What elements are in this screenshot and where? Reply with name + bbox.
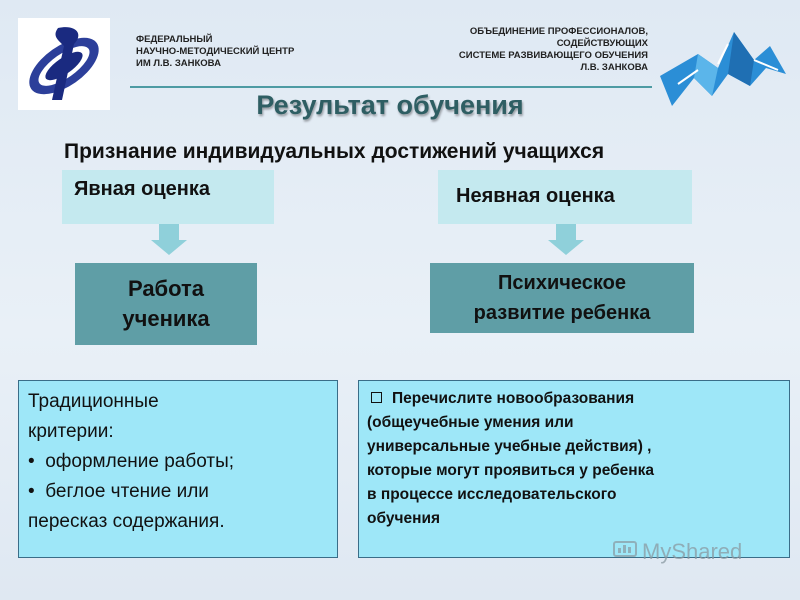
criteria-bullet-item (28, 477, 331, 507)
bullet-icon: • (28, 481, 46, 502)
task-line: которые могут проявиться у ребенка (367, 462, 655, 479)
org-right-line: Л.В. ЗАНКОВА (580, 62, 648, 73)
criteria-bullet-continuation: пересказ содержания. (28, 511, 225, 532)
criteria-heading-line: критерии: (28, 421, 114, 442)
task-line: (общеучебные умения или (367, 414, 574, 431)
org-name-right (459, 26, 648, 74)
org-right-line: ОБЪЕДИНЕНИЕ ПРОФЕССИОНАЛОВ, (469, 26, 648, 37)
student-work-line: Работа (127, 276, 205, 301)
arrow-down-icon (151, 240, 187, 255)
criteria-heading-line: Традиционные (28, 391, 159, 412)
implicit-assessment-label: Неявная оценка (456, 185, 615, 207)
task-line-text: Перечислите новообразования (392, 390, 635, 407)
arrow-stem-right (556, 224, 576, 240)
implicit-assessment-box (438, 170, 692, 224)
org-left-line: ФЕДЕРАЛЬНЫЙ (136, 34, 213, 45)
psychological-development-box (430, 263, 694, 333)
student-work-line: ученика (122, 306, 210, 331)
task-line: в процессе исследовательского (367, 486, 617, 503)
task-line: обучения (367, 510, 441, 527)
org-right-line: СОДЕЙСТВУЮЩИХ (556, 38, 648, 49)
page-subtitle: Признание индивидуальных достижений учащихся (64, 140, 605, 163)
criteria-bullet-item (28, 447, 331, 477)
explicit-assessment-label: Явная оценка (74, 178, 210, 200)
criteria-bullet-text: оформление работы; (45, 451, 235, 472)
header-divider (130, 86, 652, 88)
task-line (367, 387, 783, 411)
org-right-line: СИСТЕМЕ РАЗВИВАЮЩЕГО ОБУЧЕНИЯ (458, 50, 648, 61)
org-name-left (136, 34, 294, 70)
traditional-criteria-panel (18, 380, 338, 558)
page-title: Результат обучения (256, 90, 524, 120)
psych-development-line: Психическое (498, 272, 626, 294)
watermark-icon (612, 538, 638, 560)
org-left-line: ИМ Л.В. ЗАНКОВА (136, 58, 221, 69)
criteria-bullet-text: беглое чтение или (45, 481, 209, 502)
bullet-icon: • (28, 451, 46, 472)
org-left-line: НАУЧНО-МЕТОДИЧЕСКИЙ ЦЕНТР (136, 46, 295, 57)
explicit-assessment-box (62, 170, 274, 224)
arrow-stem-left (159, 224, 179, 240)
student-work-box (75, 263, 257, 345)
task-panel (358, 380, 790, 558)
checkbox-icon (371, 392, 382, 403)
watermark-text: MyShared (642, 539, 743, 564)
psych-development-line: развитие ребенка (473, 302, 651, 324)
arrow-down-icon (548, 240, 584, 255)
task-line: универсальные учебные действия) , (367, 438, 652, 455)
